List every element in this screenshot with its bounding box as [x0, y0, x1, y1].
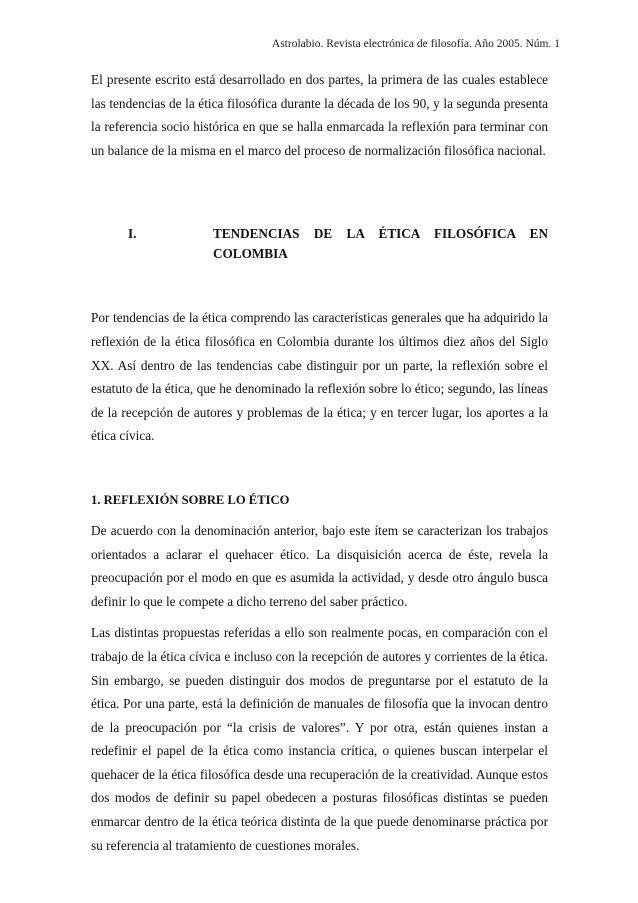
page-body [91, 68, 548, 865]
subsection-heading: 1. REFLEXIÓN SOBRE LO ÉTICO [91, 492, 290, 507]
section-paragraph: Por tendencias de la ética comprendo las características generales que ha adquirido la reflexión de la ética filosófica en Colombia durante los últimos diez años del Siglo XX. Así dentro de las tendencias cabe distinguir por un parte, la reflexión sobre el estatuto de la ética, que he denominado la reflexión sobre lo ético; segundo, las líneas de la recepción de autores y problemas de la ética; y en tercer lugar, los aportes a la ética cívica. [91, 310, 548, 444]
body-paragraph-2: Las distintas propuestas referidas a ello son realmente pocas, en comparación con el trabajo de la ética cívica e incluso con la recepción de autores y corrientes de la ética. Sin embargo, se pueden distinguir dos modos de preguntarse por el estatuto de la ética. Por una parte, está la definición de manuales de filosofía que la invocan dentro de la preocupación por “la crisis de valores”. Y por otra, están quienes instan a redefinir el papel de la ética como instancia crítica, o quienes buscan interpelar el quehacer de la ética filosófica desde una recuperación de la creatividad. Aunque estos dos modos de definir su papel obedecen a posturas filosóficas distintas se pueden enmarcar dentro de la ética teórica distinta de la que puede denominarse práctica por su referencia al tratamiento de cuestiones morales. [91, 625, 548, 853]
intro-paragraph: El presente escrito está desarrollado en dos partes, la primera de las cuales establece las tendencias de la ética filosófica durante la década de los 90, y la segunda presenta la referencia socio histórica en que se halla enmarcada la reflexión para terminar con un balance de la misma en el marco del proceso de normalización filosófica nacional. [91, 72, 548, 158]
running-header: Astrolabio. Revista electrónica de filosofía. Año 2005. Núm. 1 [271, 38, 560, 50]
section-title: TENDENCIAS DE LA ÉTICA FILOSÓFICA EN COLOMBIA [213, 226, 548, 262]
section-number: I. [128, 226, 137, 242]
body-paragraph-1: De acuerdo con la denominación anterior, bajo este ítem se caracterizan los trabajos orientados a aclarar el quehacer ético. La disquisición acerca de éste, revela la preocupación por el modo en que es asumida la actividad, y desde otro ángulo busca definir lo que le compete a dicho terreno del saber práctico. [91, 522, 548, 609]
section-heading [91, 224, 548, 264]
